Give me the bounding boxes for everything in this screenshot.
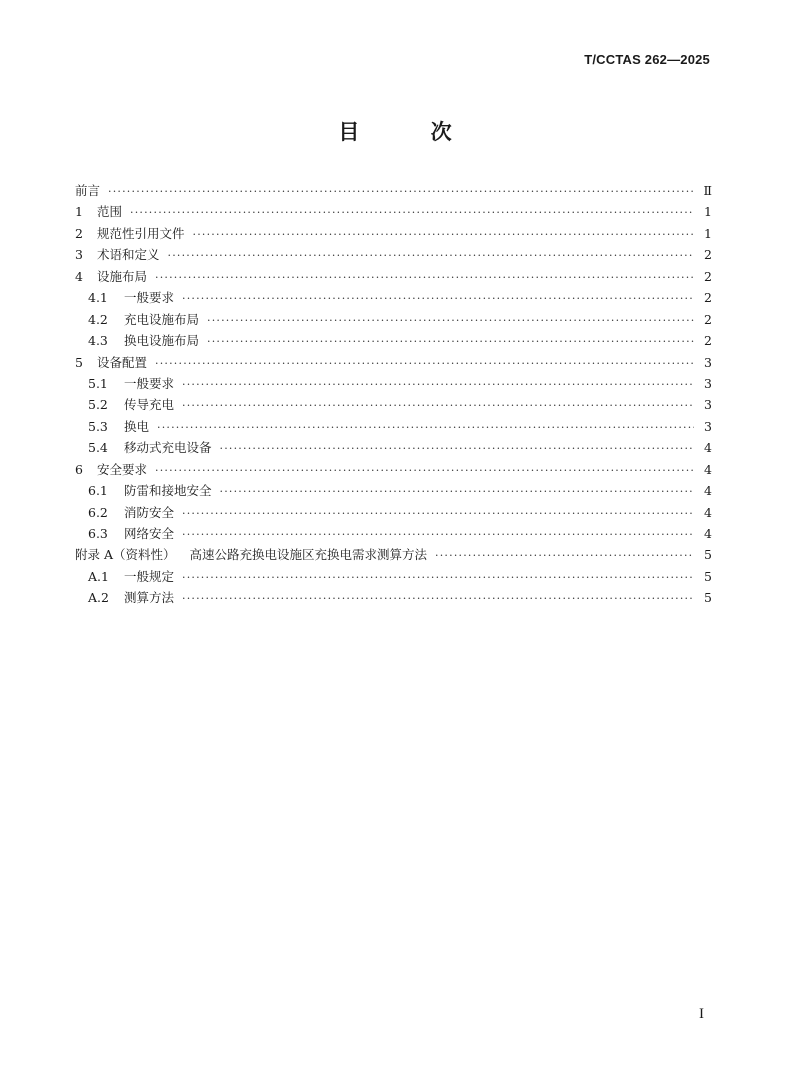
toc-entry-page: 4: [704, 526, 712, 541]
toc-entry-number: 3: [75, 247, 83, 263]
toc-entry-label: 安全要求: [97, 461, 148, 477]
toc-dot-leader: [182, 507, 694, 520]
toc-entry-label: 换电设施布局: [124, 333, 200, 349]
toc-entry-page: 4: [704, 483, 712, 499]
toc-entry-number: 5.2: [88, 397, 108, 413]
toc-entry-number: 6.1: [88, 483, 108, 499]
toc-entry-label: 术语和定义: [97, 247, 160, 263]
toc-entry[interactable]: [75, 503, 712, 524]
toc-entry[interactable]: [75, 310, 712, 331]
toc-entry[interactable]: [75, 438, 712, 459]
toc-entry-label: 测算方法: [124, 590, 175, 606]
toc-entry-label: 设施布局: [97, 268, 148, 284]
toc-dot-leader: [168, 249, 694, 262]
toc-entry-label: 高速公路充换电设施区充换电需求测算方法: [189, 547, 428, 563]
toc-entry[interactable]: [75, 181, 712, 202]
toc-entry-page: 2: [704, 333, 712, 349]
table-of-contents: [75, 181, 712, 610]
toc-entry-label: 防雷和接地安全: [124, 483, 212, 499]
toc-entry-page: 5: [704, 568, 712, 584]
toc-entry-page: 2: [704, 311, 712, 327]
toc-dot-leader: [182, 292, 694, 305]
page-number: I: [699, 1006, 704, 1022]
toc-dot-leader: [155, 271, 694, 284]
toc-entry-number: 4: [75, 268, 83, 284]
toc-dot-leader: [182, 592, 694, 605]
toc-entry-number: 5.1: [88, 375, 108, 391]
page-title: 目 次: [338, 120, 484, 144]
toc-entry[interactable]: [75, 395, 712, 416]
toc-entry-page: 1: [704, 204, 712, 220]
toc-entry-label: 传导充电: [124, 397, 175, 413]
toc-entry-number: A.1: [88, 568, 109, 584]
toc-entry[interactable]: [75, 224, 712, 245]
toc-dot-leader: [182, 528, 694, 541]
toc-entry-page: 4: [704, 440, 712, 456]
toc-entry-number: 4.1: [88, 290, 108, 306]
toc-dot-leader: [182, 399, 694, 412]
toc-entry-page: 2: [704, 290, 712, 306]
standard-code: T/CCTAS 262—2025: [584, 52, 710, 67]
toc-entry-label: 设备配置: [97, 354, 148, 370]
toc-entry-label: 消防安全: [124, 504, 175, 520]
toc-dot-leader: [193, 228, 694, 241]
toc-entry-number: 6: [75, 461, 83, 477]
toc-entry[interactable]: [75, 353, 712, 374]
toc-entry-page: 3: [704, 397, 712, 413]
toc-dot-leader: [108, 185, 694, 198]
toc-entry-label: 网络安全: [124, 526, 175, 541]
toc-dot-leader: [220, 442, 694, 455]
toc-entry-page: 3: [704, 354, 712, 370]
toc-entry-number: 附录 A（资料性）: [75, 547, 176, 563]
toc-entry-label: 换电: [124, 418, 150, 434]
toc-entry-label: 前言: [75, 183, 101, 198]
toc-dot-leader: [182, 571, 694, 584]
toc-entry-number: 6.2: [88, 504, 108, 520]
toc-entry-page: 4: [704, 461, 712, 477]
toc-entry[interactable]: [75, 331, 712, 352]
toc-entry-number: 2: [75, 225, 83, 241]
toc-entry-number: 4.2: [88, 311, 108, 327]
toc-entry-page: 2: [704, 247, 712, 263]
toc-entry-label: 一般要求: [124, 290, 175, 306]
toc-entry-number: A.2: [88, 590, 109, 606]
toc-dot-leader: [435, 549, 694, 562]
toc-dot-leader: [207, 314, 694, 327]
toc-entry-number: 1: [75, 204, 83, 220]
toc-dot-leader: [182, 378, 694, 391]
toc-entry[interactable]: [75, 460, 712, 481]
toc-entry[interactable]: [75, 267, 712, 288]
toc-dot-leader: [155, 357, 694, 370]
toc-entry[interactable]: [75, 245, 712, 266]
toc-entry-page: 3: [704, 375, 712, 391]
toc-entry-label: 充电设施布局: [124, 311, 200, 327]
toc-entry-label: 规范性引用文件: [97, 225, 185, 241]
toc-entry[interactable]: [75, 545, 712, 566]
toc-entry-label: 范围: [97, 204, 123, 220]
toc-entry-number: 5.3: [88, 418, 108, 434]
toc-entry-page: 3: [704, 418, 712, 434]
toc-dot-leader: [207, 335, 694, 348]
toc-entry-page: 5: [704, 590, 712, 606]
toc-entry-label: 一般规定: [124, 568, 175, 584]
toc-entry[interactable]: [75, 567, 712, 588]
toc-entry-number: 6.3: [88, 526, 108, 541]
toc-entry-label: 一般要求: [124, 375, 175, 391]
toc-entry[interactable]: [75, 288, 712, 309]
toc-entry-page: 4: [704, 504, 712, 520]
toc-entry[interactable]: [75, 374, 712, 395]
toc-entry-number: 4.3: [88, 333, 108, 349]
toc-entry-label: 移动式充电设备: [124, 440, 212, 456]
toc-entry-number: 5: [75, 354, 83, 370]
toc-entry[interactable]: [75, 588, 712, 609]
toc-entry[interactable]: [75, 481, 712, 502]
toc-entry[interactable]: [75, 202, 712, 223]
toc-dot-leader: [155, 464, 694, 477]
toc-entry-number: 5.4: [88, 440, 108, 456]
toc-dot-leader: [220, 485, 694, 498]
toc-dot-leader: [130, 206, 694, 219]
toc-entry-page: Ⅱ: [703, 183, 712, 198]
toc-entry-page: 2: [704, 268, 712, 284]
toc-entry-page: 1: [704, 225, 712, 241]
toc-entry[interactable]: [75, 417, 712, 438]
toc-entry[interactable]: [75, 524, 712, 545]
toc-entry-page: 5: [704, 547, 712, 563]
toc-dot-leader: [157, 421, 694, 434]
